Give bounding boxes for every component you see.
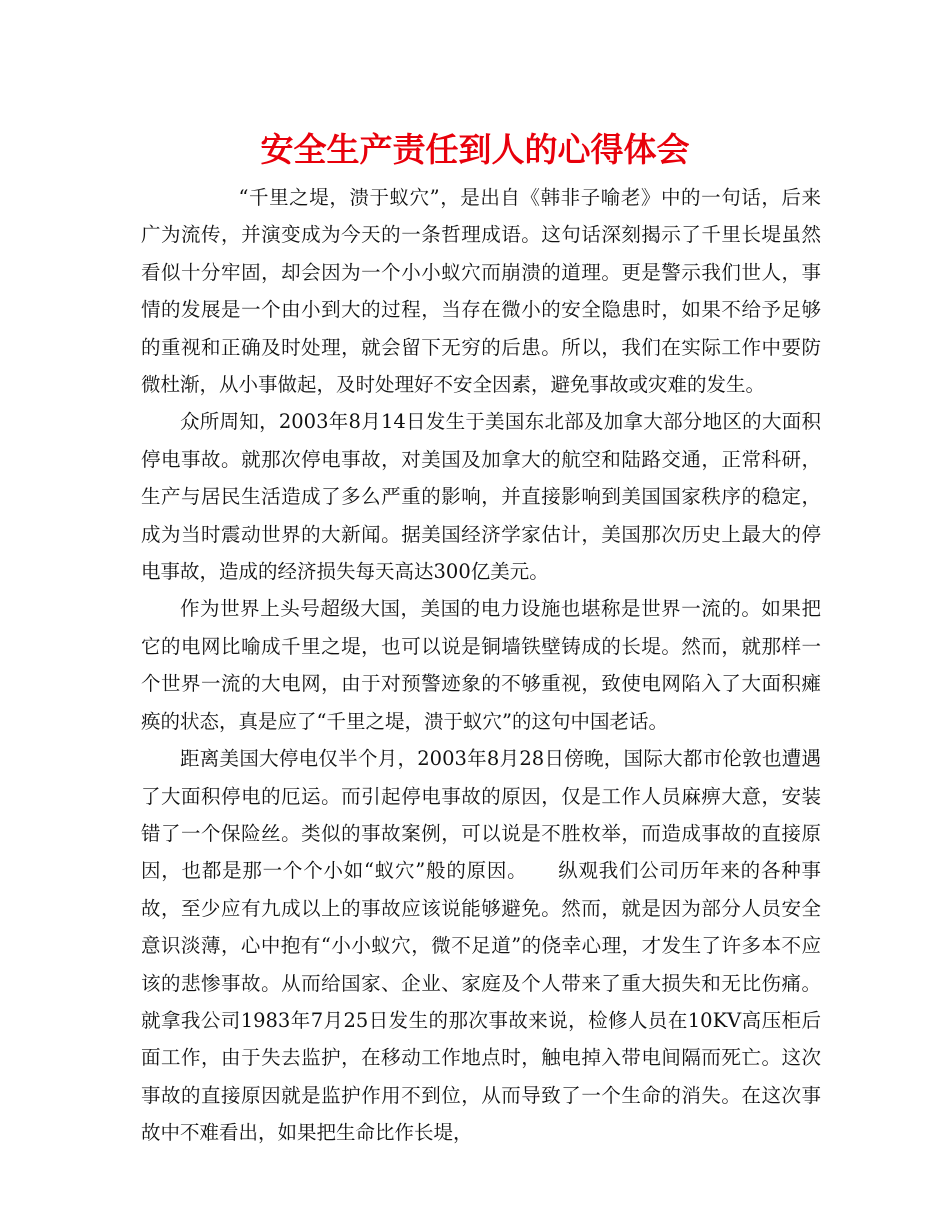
document-body [141,179,821,1152]
paragraph: 距离美国大停电仅半个月，2003年8月28日傍晚，国际大都市伦敦也遭遇了大面积停电的厄运。而引起停电事故的原因，仅是工作人员麻痹大意，安装错了一个保险丝。类似的事故案例，可以说是不胜枚举，而造成事故的直接原因，也都是那一个个小如“蚁穴”般的原因。 纵观我们公司历年来的各种事故，至少应有九成以上的事故应该说能够避免。然而，就是因为部分人员安全意识淡薄，心中抱有“小小蚁穴，微不足道”的侥幸心理，才发生了许多本不应该的悲惨事故。从而给国家、企业、家庭及个人带来了重大损失和无比伤痛。就拿我公司1983年7月25日发生的那次事故来说，检修人员在10KV高压柜后面工作，由于失去监护，在移动工作地点时，触电掉入带电间隔而死亡。这次事故的直接原因就是监护作用不到位，从而导致了一个生命的消失。在这次事故中不难看出，如果把生命比作长堤， [141,747,821,1145]
paragraph: “千里之堤，溃于蚁穴”，是出自《韩非子喻老》中的一句话，后来广为流传，并演变成为今天的一条哲理成语。这句话深刻揭示了千里长堤虽然看似十分牢固，却会因为一个小小蚁穴而崩溃的道理。更是警示我们世人，事情的发展是一个由小到大的过程，当存在微小的安全隐患时，如果不给予足够的重视和正确及时处理，就会留下无穷的后患。所以，我们在实际工作中要防微杜渐，从小事做起，及时处理好不安全因素，避免事故或灾难的发生。 [141,186,821,397]
paragraph: 作为世界上头号超级大国，美国的电力设施也堪称是世界一流的。如果把它的电网比喻成千里之堤，也可以说是铜墙铁壁铸成的长堤。然而，就那样一个世界一流的大电网，由于对预警迹象的不够重视，致使电网陷入了大面积瘫痪的状态，真是应了“千里之堤，溃于蚁穴”的这句中国老话。 [141,597,821,733]
document-title: 安全生产责任到人的心得体会 [260,130,690,169]
paragraph: 众所周知，2003年8月14日发生于美国东北部及加拿大部分地区的大面积停电事故。就那次停电事故，对美国及加拿大的航空和陆路交通，正常科研，生产与居民生活造成了多么严重的影响，并直接影响到美国国家秩序的稳定，成为当时震动世界的大新闻。据美国经济学家估计，美国那次历史上最大的停电事故，造成的经济损失每天高达300亿美元。 [141,410,821,584]
